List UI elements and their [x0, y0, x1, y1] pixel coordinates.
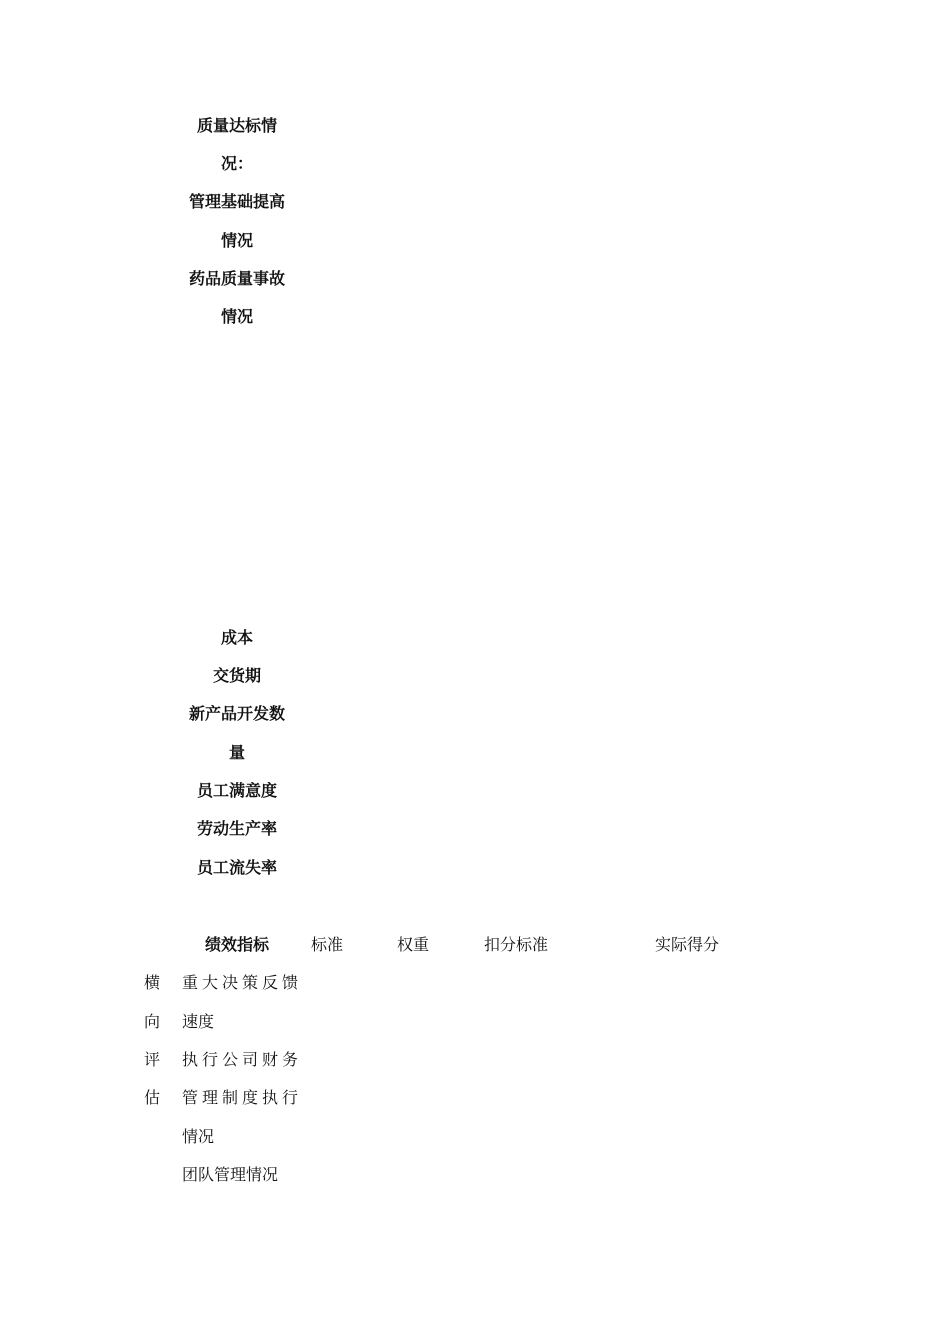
indicator-line: 量	[228, 743, 245, 762]
header-standard: 标准	[311, 935, 344, 954]
eval-item-line: 管理制度执行	[182, 1088, 303, 1107]
indicator-line: 成本	[220, 628, 253, 647]
indicator-line: 况：	[220, 154, 253, 173]
eval-item-line: 执行公司财务	[182, 1050, 303, 1069]
indicator-line: 劳动生产率	[196, 819, 277, 838]
eval-item-line: 重大决策反馈	[182, 973, 303, 992]
eval-item-line: 速度	[182, 1012, 215, 1031]
category-char: 评	[144, 1050, 161, 1069]
indicator-line: 情况	[220, 307, 253, 326]
indicator-line: 交货期	[212, 666, 261, 685]
header-indicator: 绩效指标	[204, 935, 269, 954]
indicator-line: 员工满意度	[196, 781, 277, 800]
indicator-line: 情况	[220, 231, 253, 250]
indicator-line: 员工流失率	[196, 858, 277, 877]
eval-item-line: 团队管理情况	[182, 1165, 279, 1184]
indicator-line: 质量达标情	[196, 116, 277, 135]
indicator-line: 管理基础提高	[188, 192, 285, 211]
category-char: 估	[144, 1088, 161, 1107]
indicator-line: 药品质量事故	[188, 269, 285, 288]
header-weight: 权重	[397, 935, 430, 954]
header-deduction: 扣分标准	[484, 935, 549, 954]
eval-item-line: 情况	[182, 1127, 215, 1146]
indicator-line: 新产品开发数	[188, 704, 285, 723]
category-char: 横	[144, 973, 161, 992]
header-actual-score: 实际得分	[655, 935, 720, 954]
category-char: 向	[144, 1012, 161, 1031]
